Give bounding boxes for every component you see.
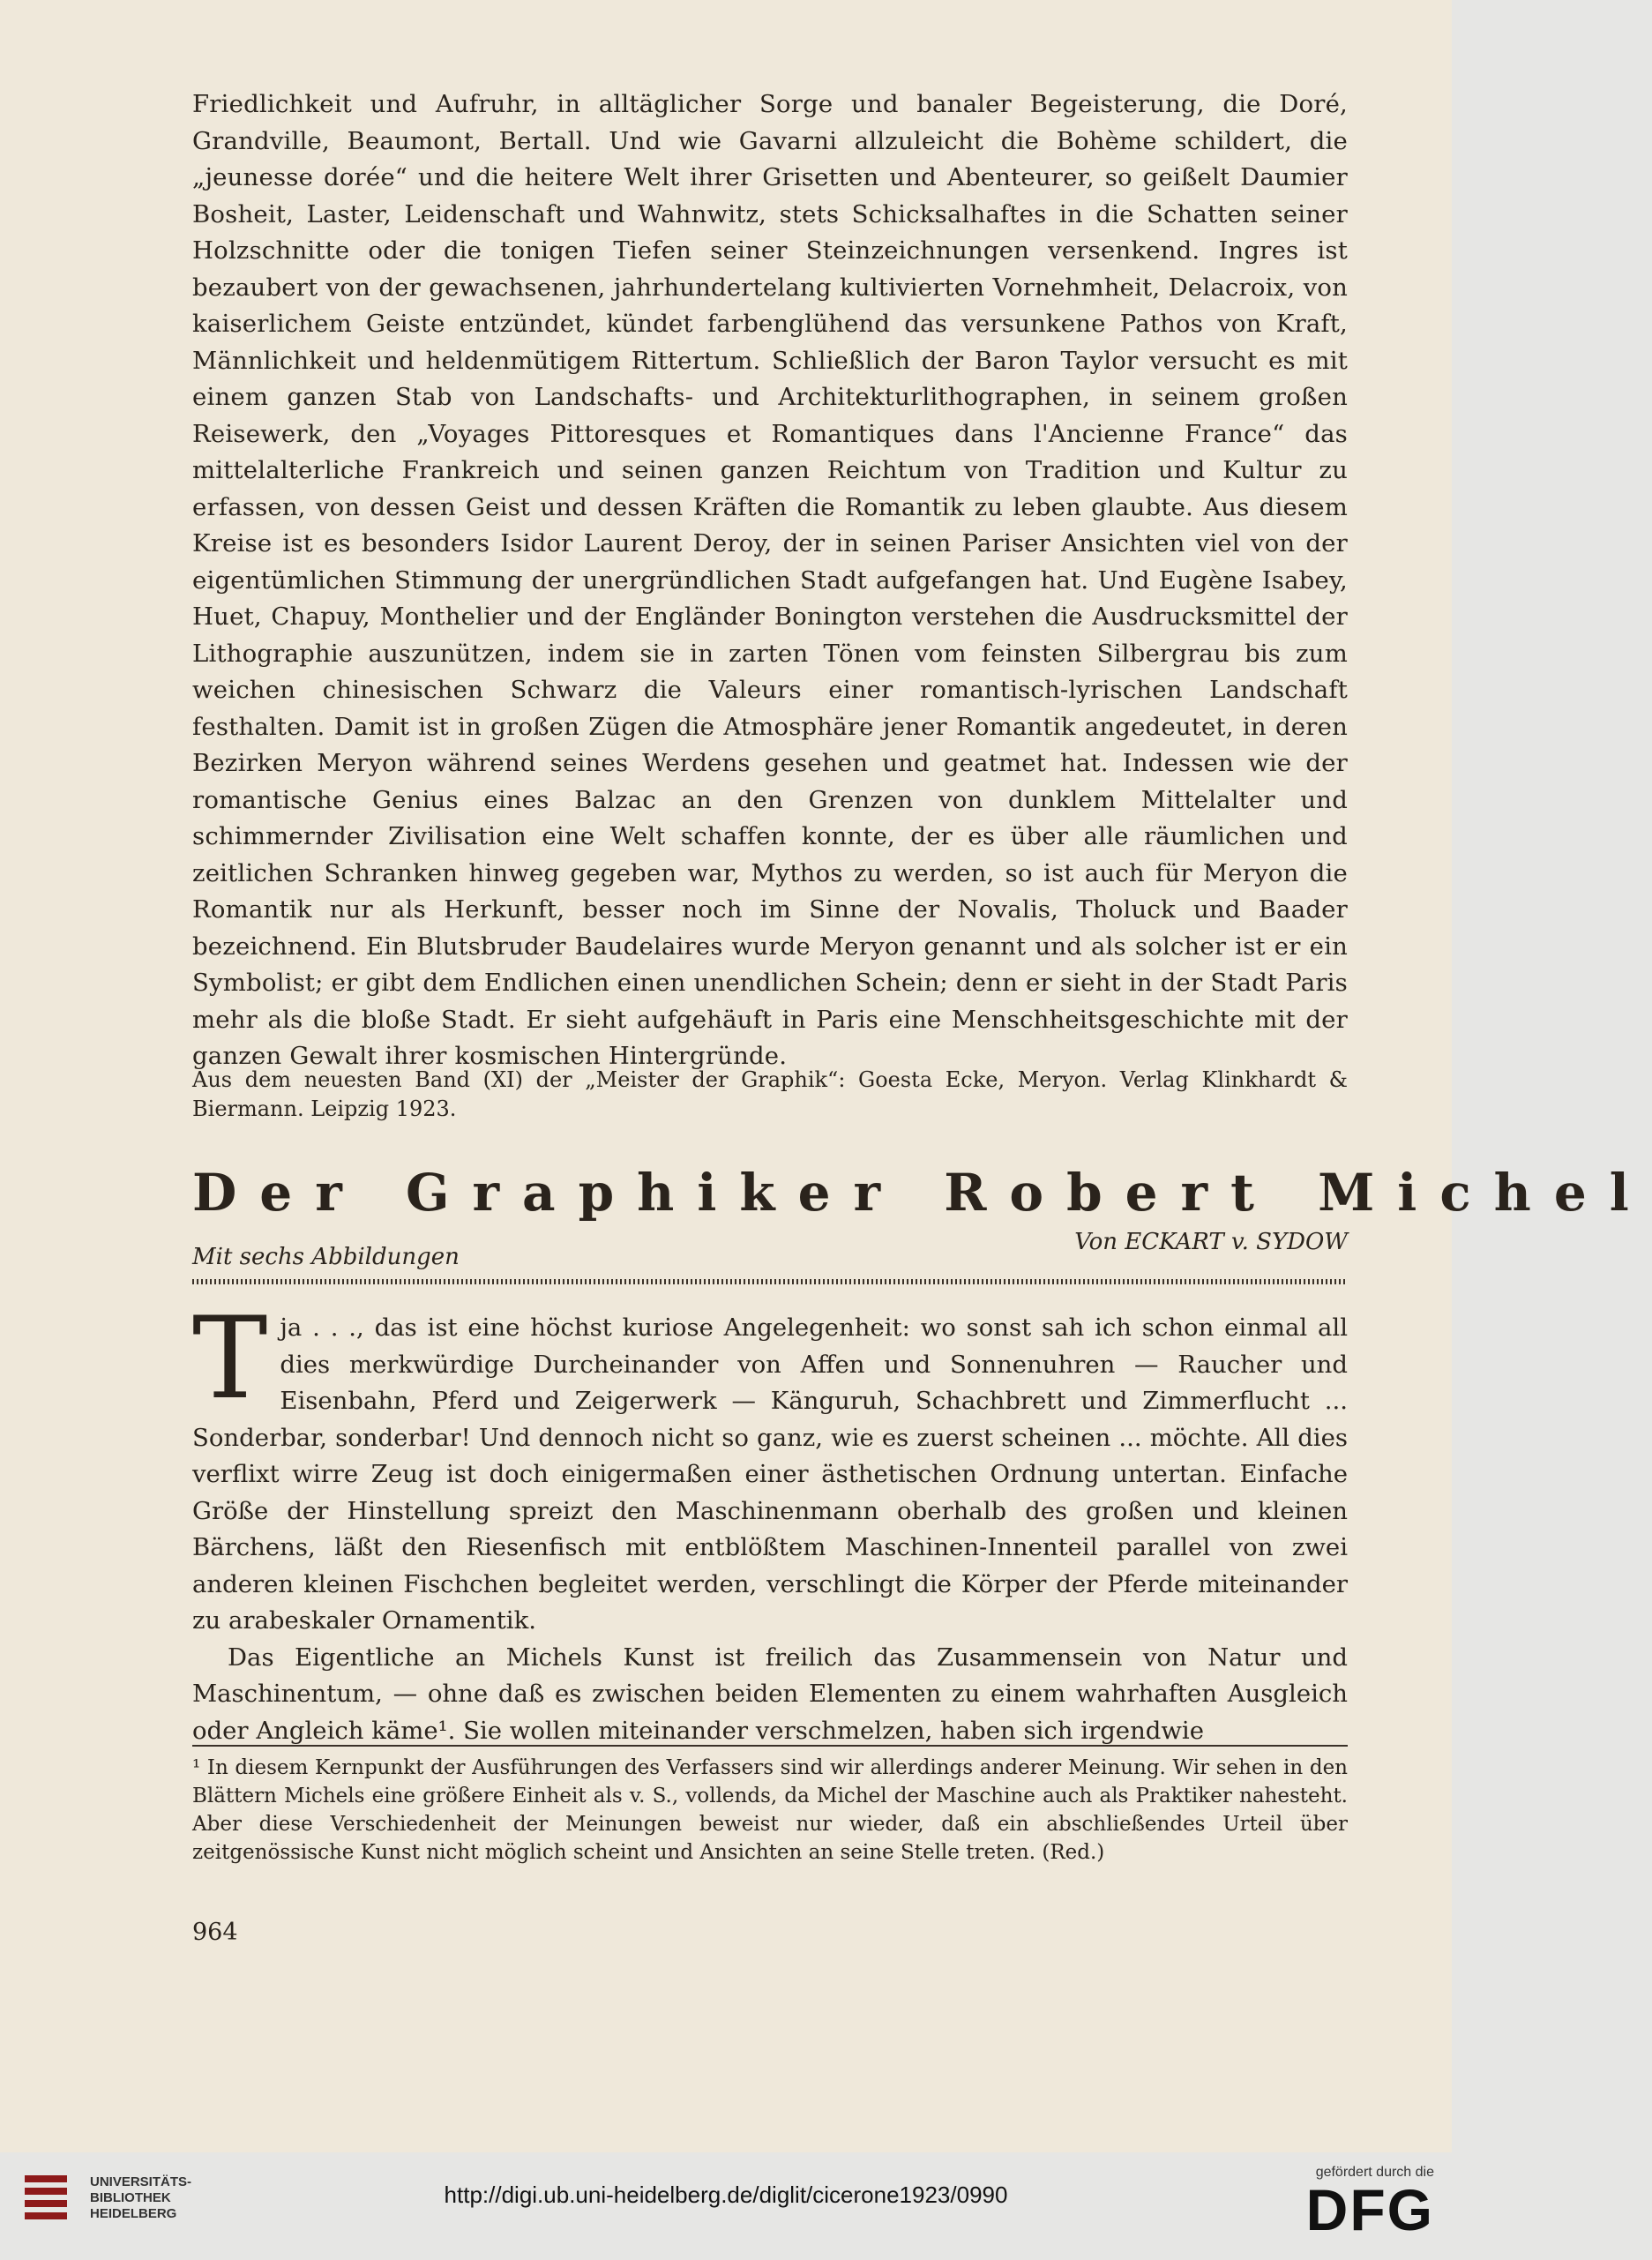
footnote: ¹ In diesem Kernpunkt der Ausführungen des Verfassers sind wir allerdings anderer Meinung. Wir sehen in den Blättern Michels eine größere Einheit als v. S., vollends, da Michel der Maschine auch als Praktiker nahesteht. Aber diese Verschiedenheit der Meinungen beweist nur wieder, daß ein abschließendes Urteil über zeitgenössische Kunst nicht möglich scheint und Ansichten an seine Stelle treten. (Red.) [192,1756,1348,1864]
footnote-rule [192,1745,1348,1747]
source-note: Aus dem neuesten Band (XI) der „Meister der Graphik“: Goesta Ecke, Meryon. Verlag Klinkhardt & Biermann. Leipzig 1923. [192,1067,1348,1121]
article-title: Der Graphiker Robert Michel [192,1163,1652,1223]
library-name-line-1: UNIVERSITÄTS- [90,2174,192,2189]
article-author: Von ECKART v. SYDOW [1074,1229,1348,1255]
previous-article-paragraph: Friedlichkeit und Aufruhr, in alltäglicher Sorge und banaler Begeisterung, die Doré, Grandville, Beaumont, Bertall. Und wie Gavarni allzuleicht die Bohème schildert, die „jeunesse dorée“ und die heitere Welt ihrer Grisetten und Abenteurer, so geißelt Daumier Bosheit, Laster, Leidenschaft und Wahnwitz, stets Schicksalhaftes in die Schatten seiner Holzschnitte oder die tonigen Tiefen seiner Steinzeichnungen versenkend. Ingres ist bezaubert von der gewachsenen, jahrhundertelang kultivierten Vornehmheit, Delacroix, von kaiserlichem Geiste entzündet, kündet farbenglühend das versunkene Pathos von Kraft, Männlichkeit und heldenmütigem Rittertum. Schließlich der Baron Taylor versucht es mit einem ganzen Stab von Landschafts- und Architekturlithographen, in seinem großen Reisewerk, den „Voyages Pittoresques et Romantiques dans l'Ancienne France“ das mittelalterliche Frankreich und seinen ganzen Reichtum von Tradition und Kultur zu erfassen, von dessen Geist und dessen Kräften die Romantik zu leben glaubte. Aus diesem Kreise ist es besonders Isidor Laurent Deroy, der in seinen Pariser Ansichten viel von der eigentümlichen Stimmung der unergründlichen Stadt aufgefangen hat. Und Eugène Isabey, Huet, Chapuy, Monthelier und der Engländer Bonington verstehen die Ausdrucksmittel der Lithographie auszunützen, indem sie in zarten Tönen vom feinsten Silbergrau bis zum weichen chinesischen Schwarz die Valeurs einer romantisch-lyrischen Landschaft festhalten. Damit ist in großen Zügen die Atmosphäre jener Romantik angedeutet, in deren Bezirken Meryon während seines Werdens gesehen und geatmet hat. Indessen wie der romantische Genius eines Balzac an den Grenzen von dunklem Mittelalter und schimmernder Zivilisation eine Welt schaffen konnte, der es über alle räumlichen und zeitlichen Schranken hinweg gegeben war, Mythos zu werden, so ist auch für Meryon die Romantik nur als Herkunft, besser noch im Sinne der Novalis, Tholuck und Baader bezeichnend. Ein Blutsbruder Baudelaires wurde Meryon genannt und als solcher ist er ein Symbolist; er gibt dem Endlichen einen unendlichen Schein; denn er sieht in der Stadt Paris mehr als die bloße Stadt. Er sieht aufgehäuft in Paris eine Menschheitsgeschichte mit der ganzen Gewalt ihrer kosmischen Hintergründe. [192,90,1348,1070]
page-number: 964 [192,1919,238,1946]
drop-cap: T [192,1293,268,1425]
library-name-line-2: BIBLIOTHEK [90,2190,171,2205]
dfg-logo[interactable] [1305,2165,1434,2242]
article-subtitle: Mit sechs Abbildungen [192,1244,460,1270]
article-body [192,1293,1348,1749]
funding-label: gefördert durch die [1315,2165,1434,2180]
permalink-url[interactable]: http://digi.ub.uni-heidelberg.de/diglit/cicerone1923/0990 [444,2181,1008,2208]
previous-article-text [192,86,1348,1075]
library-name-line-3: HEIDELBERG [90,2206,177,2221]
article-paragraph-1: ja . . ., das ist eine höchst kuriose Angelegenheit: wo sonst sah ich schon einmal all dies merkwürdige Durcheinander von Affen und Sonnenuhren — Raucher und Eisenbahn, Pferd und Zeigerwerk — Känguruh, Schachbrett und Zimmerflucht ... Sonderbar, sonderbar! Und dennoch nicht so ganz, wie es zuerst scheinen ... möchte. All dies verflixt wirre Zeug ist doch einigermaßen einer ästhetischen Ordnung untertan. Einfache Größe der Hinstellung spreizt den Maschinenmann oberhalb des großen und kleinen Bärchens, läßt den Riesenfisch mit entblößtem Maschinen-Innenteil parallel von zwei anderen kleinen Fischchen begleitet werden, verschlingt die Körper der Pferde miteinander zu arabeskaler Ornamentik. [192,1313,1348,1635]
article-paragraph-2: Das Eigentliche an Michels Kunst ist freilich das Zusammensein von Natur und Maschinentum, — ohne daß es zwischen beiden Elementen zu einem wahrhaften Ausgleich oder Angleich käme¹. Sie wollen miteinander verschmelzen, haben sich irgendwie [192,1643,1348,1745]
dfg-wordmark: DFG [1305,2177,1434,2242]
dotted-rule [192,1279,1348,1284]
